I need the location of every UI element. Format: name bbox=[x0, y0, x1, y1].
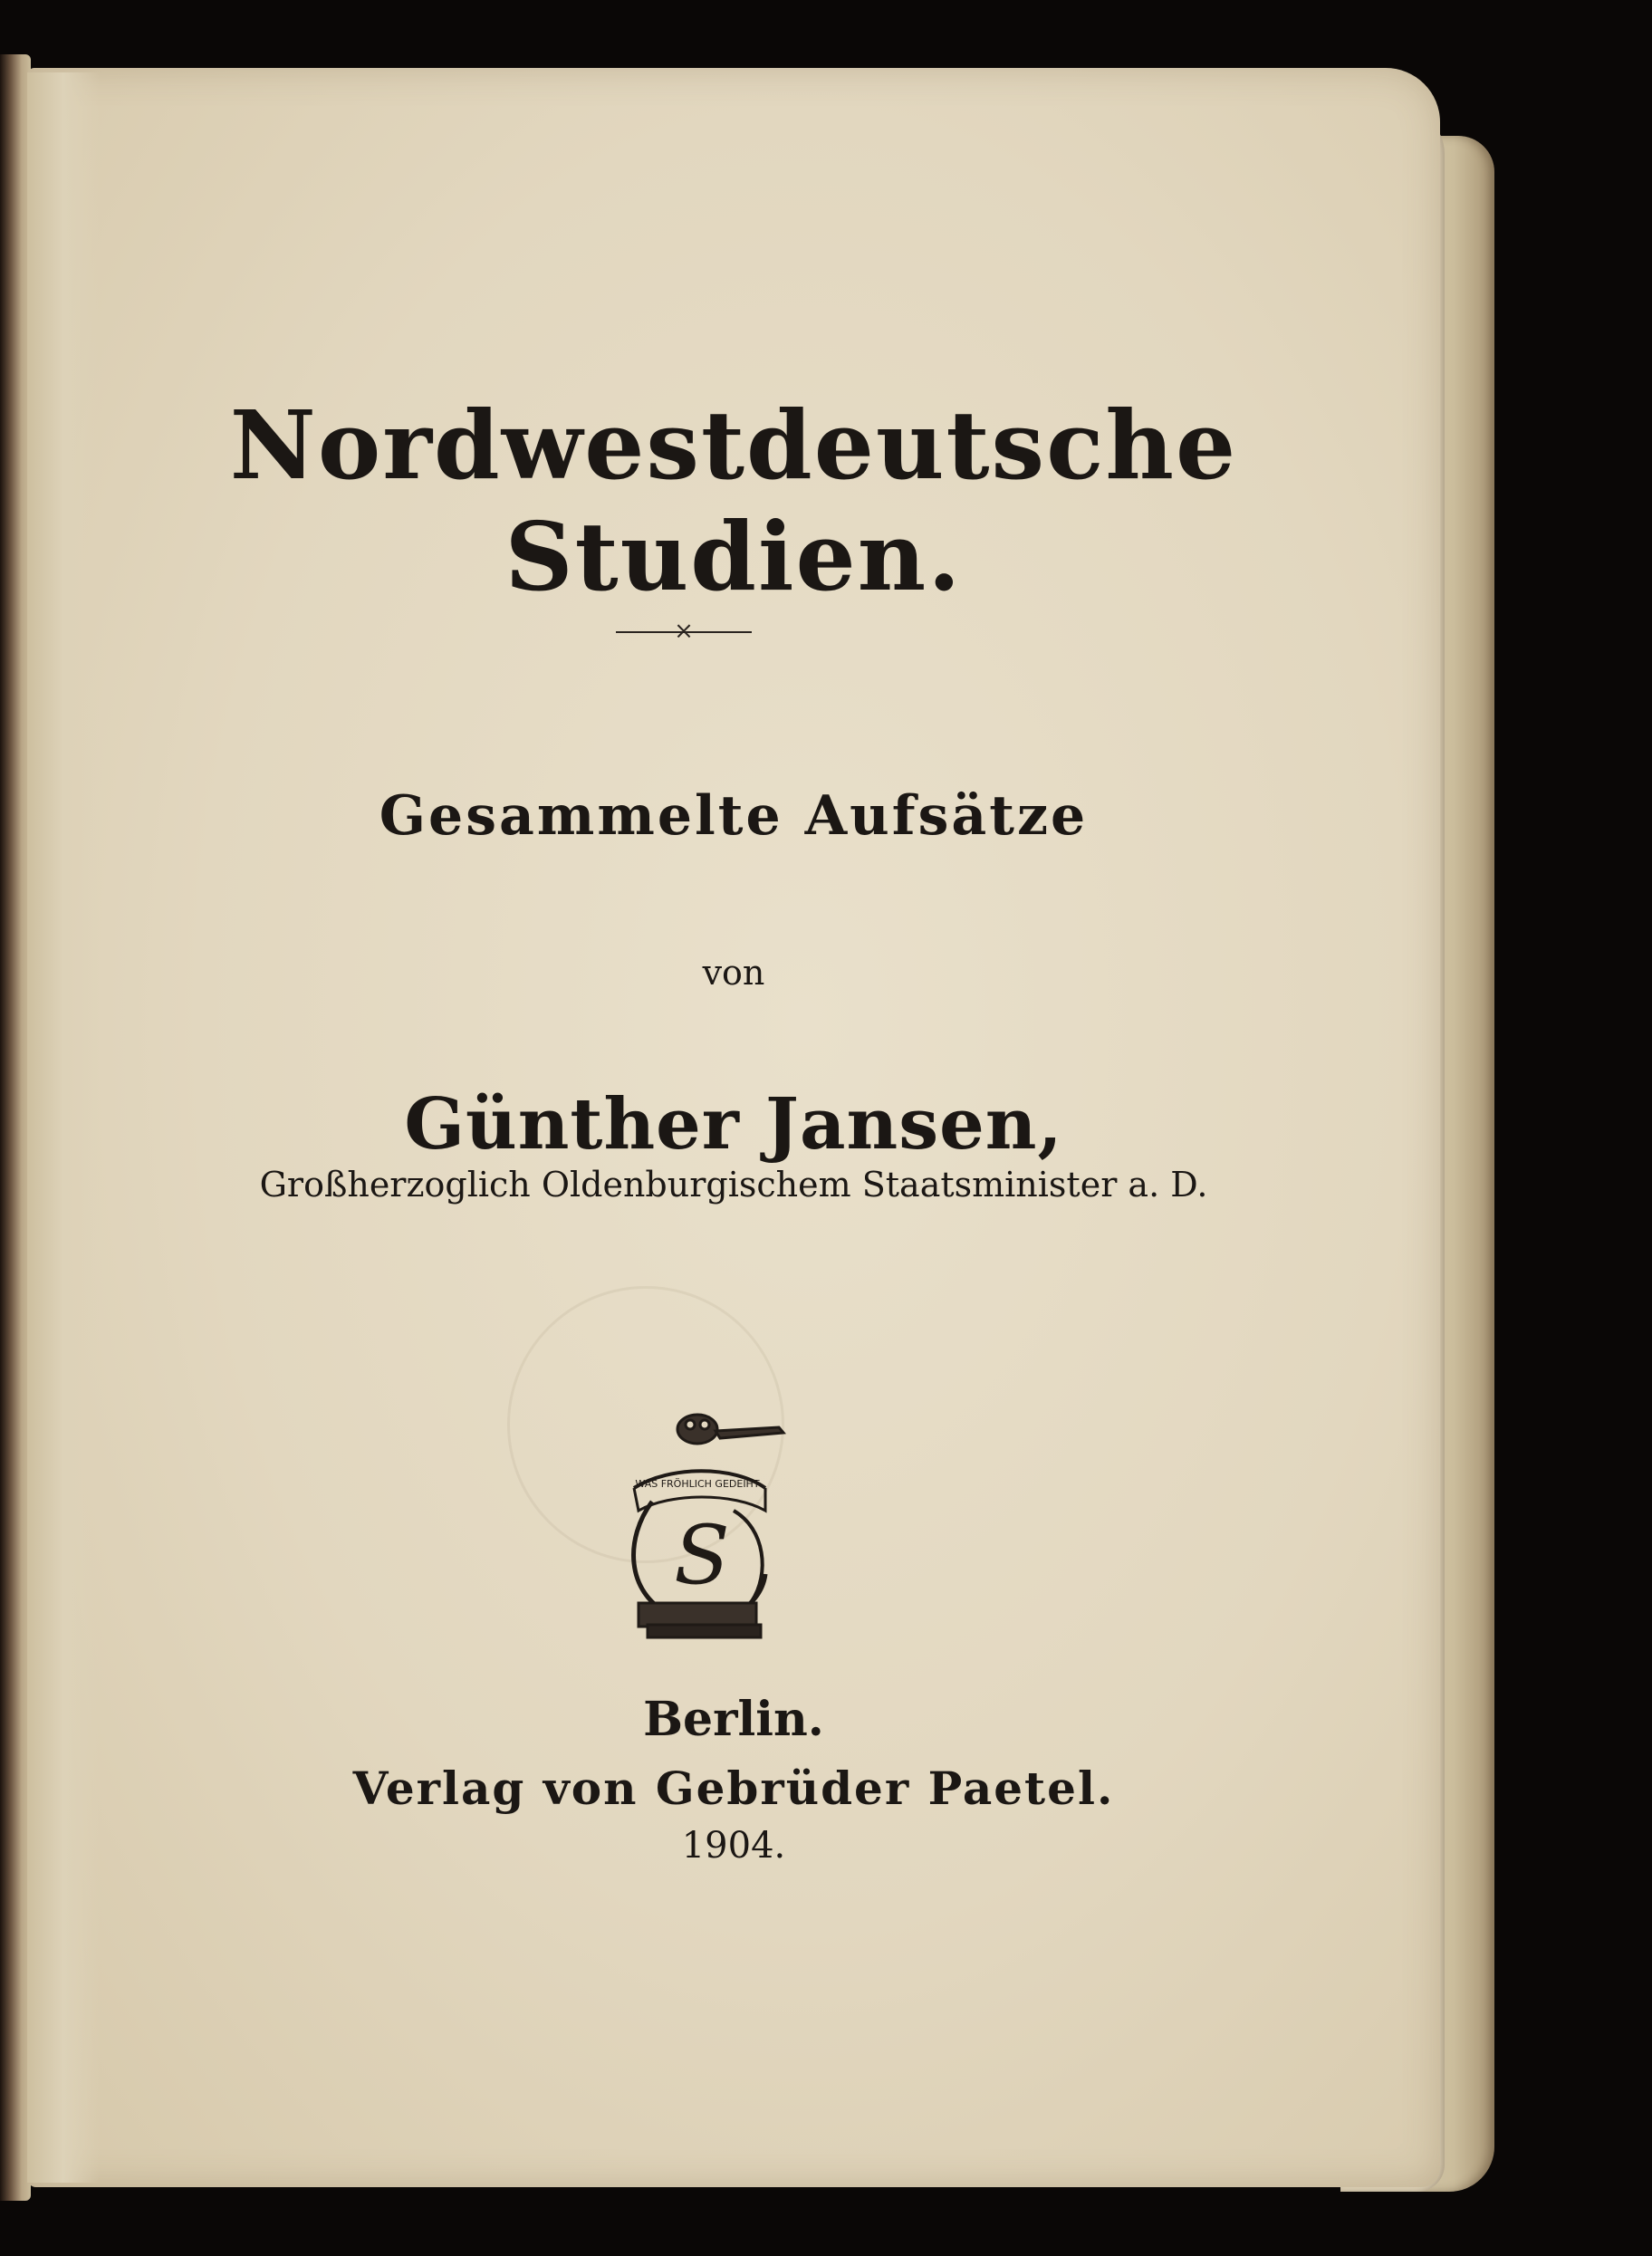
book-spine bbox=[0, 54, 31, 2201]
book-subtitle: Gesammelte Aufsätze bbox=[379, 784, 1089, 848]
author-position: Großherzoglich Oldenburgischem Staatsminister a. D. bbox=[259, 1165, 1208, 1205]
imprint-place: Berlin. bbox=[643, 1692, 824, 1747]
logo-ribbon-text: WAS FRÖHLICH GEDEIHT bbox=[635, 1478, 760, 1490]
byline-word: von bbox=[702, 953, 765, 993]
svg-text:S: S bbox=[674, 1508, 730, 1603]
author-name: Günther Jansen, bbox=[404, 1083, 1063, 1166]
publisher-logo-icon bbox=[598, 1402, 806, 1646]
imprint-publisher: Verlag von Gebrüder Paetel. bbox=[352, 1762, 1115, 1815]
book-title: Nordwestdeutsche Studien. bbox=[229, 389, 1238, 612]
imprint-year: 1904. bbox=[681, 1825, 786, 1867]
divider-cross-icon: × bbox=[674, 618, 694, 645]
